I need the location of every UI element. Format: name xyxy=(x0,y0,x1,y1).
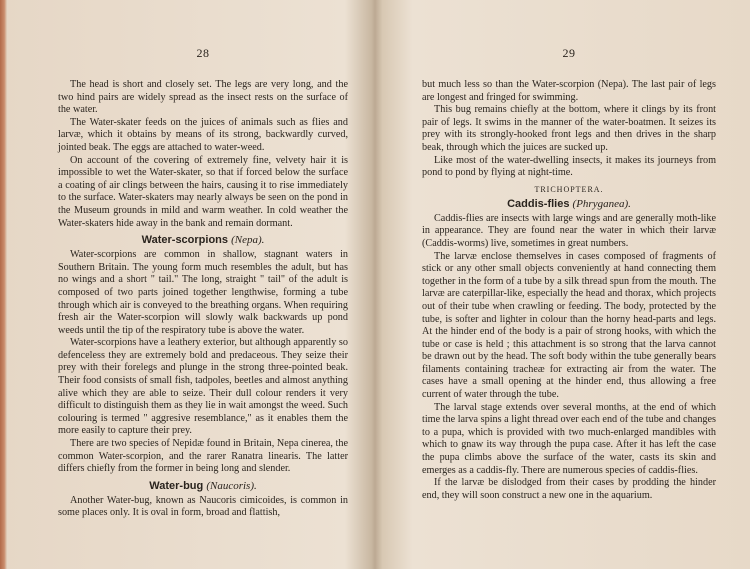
heading-italic: (Naucoris). xyxy=(206,479,257,492)
heading-caddis-flies xyxy=(422,198,716,210)
paragraph: Water-scorpions are common in shallow, stagnant waters in Southern Britain. The young form much resembles the adult, but has no wings and a short " tail." The long, straight " tail" of the adult is composed of two parts joined together lengthwise, forming a tube through which air is conveyed to the breathing organs. When requiring fresh air the Water-scorpion will slowly walk backwards up pond weeds until the tip of the respiratory tube is above the water. xyxy=(58,249,348,336)
paragraph: If the larvæ be dislodged from their cases by prodding the hinder end, they will soon construct a new one in the aquarium. xyxy=(422,477,716,501)
paragraph: The Water-skater feeds on the juices of animals such as flies and larvæ, which it obtains by means of its strong, backwardly curved, jointed beak. The eggs are attached to water-weed. xyxy=(58,116,348,153)
heading-water-bug xyxy=(58,480,348,492)
right-page xyxy=(378,0,750,569)
section-label: TRICHOPTERA. xyxy=(534,184,604,194)
paragraph: There are two species of Nepidæ found in Britain, Nepa cinerea, the common Water-scorpion, and the rarer Ranatra linearis. The latter differs chiefly from the former in being long and slender. xyxy=(58,438,348,475)
paragraph: The larval stage extends over several months, at the end of which time the larva spins a light thread over each end of the tube and changes to a pupa, which is provided with two much-enlarged mandibles with which to gnaw its way through the pupa case. After it has left the case the pupa climbs above the surface of the water, casts its skin and emerges as a caddis-fly. There are numerous species of caddis-flies. xyxy=(422,401,716,476)
paragraph: Like most of the water-dwelling insects, it makes its journeys from pond to pond by flying at night-time. xyxy=(422,154,716,179)
heading-water-scorpions xyxy=(58,234,348,246)
paragraph: The head is short and closely set. The legs are very long, and the two hind pairs are widely spread as the insect rests on the surface of the water. xyxy=(58,79,348,116)
paragraph: The larvæ enclose themselves in cases composed of fragments of stick or any other small objects conveniently at hand connecting them together in the form of a tube by a silk thread spun from the mouth. The larvæ are caterpillar-like, especially the head and thorax, which projects out of their tube when crawling or feeding. The body, protected by the tube, is softer and lighter in colour than the horny head-parts and legs. At the hinder end of the body is a pair of strong hooks, with which the tube or case is held ; this attachment is so strong that the larva cannot be drawn out by the head. The soft body within the tube generally bears filaments containing tracheæ for extracting air from the water. The cases have a small opening at the hinder end, thus allowing a free current of water through the tube. xyxy=(422,250,716,401)
heading-text: Water-bug xyxy=(149,479,204,492)
paragraph: This bug remains chiefly at the bottom, where it clings by its front pair of legs. It swims in the manner of the water-boatmen. It seizes its prey with its strongly-hooked front legs and then drives in the sharp beak, through which the juices are sucked up. xyxy=(422,104,716,153)
left-page xyxy=(0,0,372,569)
paragraph: Water-scorpions have a leathery exterior, but although apparently so defenceless they are extremely bold and predaceous. They seize their prey with their forelegs and plunge in the strong three-pointed beak. Their food consists of small fish, tadpoles, beetles and almost anything alive which they are able to seize. Their dull colour renders it very difficult to distinguish them as they lie in wait amongst the weed. Such colouring is termed " aggresive resemblance," as it enables them the more easily to capture their prey. xyxy=(58,337,348,437)
heading-text: Caddis-flies xyxy=(507,197,570,210)
paragraph: On account of the covering of extremely fine, velvety hair it is impossible to wet the Water-skater, so that if forced below the surface a coating of air clings between the hairs, causing it to rise immediately to the surface. Water-skaters may nearly always be seen on the pond in the Museum grounds in mild and warm weather. In cold weather the Water-skaters hide away in the bank and remain dormant. xyxy=(58,154,348,229)
page-number-right: 29 xyxy=(562,46,576,60)
heading-italic: (Nepa). xyxy=(231,234,265,247)
paragraph: but much less so than the Water-scorpion (Nepa). The last pair of legs are longest and fringed for swimming. xyxy=(422,79,716,103)
paragraph: Another Water-bug, known as Naucoris cimicoides, is common in some places only. It is oval in form, broad and flattish, xyxy=(58,494,348,519)
paragraph: Caddis-flies are insects with large wings and are generally moth-like in appearance. They are found near the water in which their larvæ (Caddis-worms) live, sometimes in great numbers. xyxy=(422,212,716,249)
heading-italic: (Phryganea). xyxy=(572,197,631,210)
heading-text: Water-scorpions xyxy=(141,234,229,247)
page-number-left: 28 xyxy=(196,46,210,60)
